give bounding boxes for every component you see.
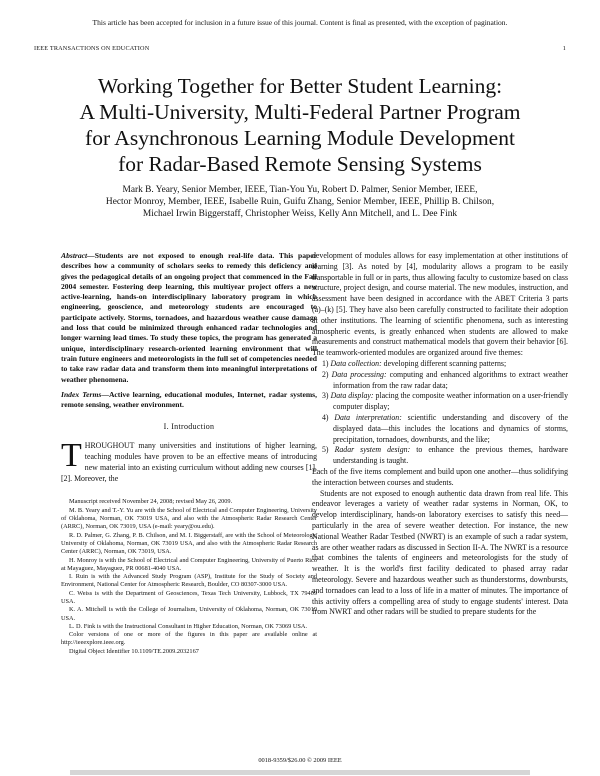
body-paragraph: development of modules allows for easy implementation at other institutions of learning [3]. As noted by [4], modularity allows a program to be easily transportable in full or in parts, thus allowing faculty to customize based on class structure, project design, and course material. The new modules, instruction, and assessment have been designed in accordance with the ABET Criteria 3 parts (a)–(k) [5]. They have also been carefully constructed to facilitate their adoption at other institutions. The learning of scientific phenomena, such as interesting atmospheric events, is greatly enhanced when students are allowed to make measurements and construct mathematical models that govern their behavior [6]. The teamwork-oriented modules are organized around five themes:: [312, 251, 568, 358]
author-line: Michael Irwin Biggerstaff, Christopher Weiss, Kelly Ann Mitchell, and L. Dee Fink: [142, 209, 458, 219]
left-column: [61, 251, 317, 656]
theme-list: [312, 359, 568, 467]
journal-name: IEEE TRANSACTIONS ON EDUCATION: [34, 45, 150, 52]
abstract-text: Students are not exposed to enough real-life data. This paper describes how a community of scholars seeks to remedy this deficiency and gives the pedagogical details of an ongoing project that commenced in the Fall 2004 semester. Fostering deep learning, this multiyear project offers a new active-learning, hands-on interdisciplinary laboratory program in which engineering, geoscience, and meteorology students are encouraged to participate actively. Storms, tornadoes, and hazardous weather cause damage and loss that could be minimized through enhanced radar technologies and longer warning lead times. To study these topics, the program has generated a unique, interdisciplinary research-oriented learning environment that will train future engineers and meteorologists in the full set of competencies needed to take raw radar data and transform them into meaningful interpretations of weather phenomena.: [61, 251, 317, 384]
footnote: R. D. Palmer, G. Zhang, P. B. Chilson, and M. I. Biggerstaff, are with the School of Meteorology, University of Oklahoma, Norman, OK 73019 USA, and also with the Atmospheric Radar Research Center (ARRC), Norman, OK 73019, USA.: [61, 531, 317, 556]
section-heading: I. Introduction: [163, 422, 215, 432]
index-terms: [61, 390, 317, 411]
footnote: I. Ruin is with the Advanced Study Program (ASP), Institute for the Study of Society and Environment, National Center for Atmospheric Research, Boulder, CO 80307-3000 USA.: [61, 573, 317, 589]
abstract-label: Abstract—: [61, 251, 95, 260]
footnote: Manuscript received November 24, 2008; revised May 26, 2009.: [69, 498, 233, 506]
index-terms-text: Active learning, educational modules, Internet, radar systems, remote sensing, weather environment.: [61, 389, 317, 410]
list-item: 1) Data collection: developing different scanning patterns;: [322, 358, 507, 368]
index-terms-label: Index Terms—: [61, 389, 109, 399]
footer-strip: [70, 770, 530, 775]
author-list: [60, 184, 540, 220]
intro-text: HROUGHOUT many universities and institutions of higher learning, teaching modules have proven to be an effective means of introducing new material into an existing curriculum without adding new courses [1], [2]. Moreover, the: [61, 441, 317, 483]
abstract: [61, 251, 317, 385]
list-item: 2) Data processing: computing and enhanced algorithms to extract weather information from the raw radar data;: [322, 369, 568, 390]
footnote: C. Weiss is with the Department of Geosciences, Texas Tech University, Lubbock, TX 79409 USA.: [61, 589, 317, 605]
footnote: K. A. Mitchell is with the College of Journalism, University of Oklahoma, Norman, OK 73019 USA.: [61, 606, 317, 622]
footnote: Color versions of one or more of the figures in this paper are available online at http://ieeexplore.ieee.org.: [61, 631, 317, 647]
intro-paragraph: [61, 437, 317, 484]
author-line: Mark B. Yeary, Senior Member, IEEE, Tian-You Yu, Robert D. Palmer, Senior Member, IEEE,: [122, 185, 478, 195]
drop-cap: T: [61, 437, 82, 475]
title-line: A Multi-University, Multi-Federal Partner Program: [79, 100, 521, 124]
paper-title: [0, 73, 600, 177]
footnote: M. B. Yeary and T.-Y. Yu are with the School of Electrical and Computer Engineering, University of Oklahoma, Norman, OK 73019 USA, and also with the Atmospheric Radar Research Center (ARRC), Norman, OK 73019, USA (e-mail: yeary@ou.edu).: [61, 506, 317, 531]
list-item: 3) Data display: placing the composite weather information on a user-friendly computer display;: [322, 391, 568, 412]
footnote: L. D. Fink is with the Instructional Consultant in Higher Education, Norman, OK 73069 USA.: [69, 622, 308, 630]
author-line: Hector Monroy, Member, IEEE, Isabelle Ruin, Guifu Zhang, Senior Member, IEEE, Phillip B. Chilson,: [105, 197, 495, 207]
footnote: H. Monroy is with the School of Electrical and Computer Engineering, University of Puerto Rico at Mayaguez, Mayaguez, PR 00681-4040 USA.: [61, 556, 317, 572]
copyright-line: 0018-9359/$26.00 © 2009 IEEE: [258, 757, 342, 764]
running-header: [34, 45, 566, 52]
body-paragraph: Each of the five items complement and build upon one another—thus solidifying the interaction between courses and students.: [312, 466, 568, 487]
list-item: 4) Data interpretation: scientific understanding and discovery of the displayed data—this includes the locations and dynamics of storms, precipitation, tornadoes, downbursts, and the like;: [322, 412, 569, 444]
title-line: for Radar-Based Remote Sensing Systems: [118, 152, 482, 176]
right-column: [312, 251, 568, 618]
title-line: Working Together for Better Student Learning:: [97, 74, 503, 98]
title-line: for Asynchronous Learning Module Development: [85, 126, 515, 150]
body-paragraph: Students are not exposed to enough authentic data drawn from real life. This endeavor leverages a variety of weather radar systems in Norman, OK, to develop interdisciplinary, hands-on laboratory exercises to satisfy this need—particularly in the area of severe weather detection. For instance, the new National Weather Radar Testbed (NWRT) is an example of such a radar system, as are other weather radars as discussed in Section II-A. The NWRT is a resource that combines the talents of engineers and meteorologists for the study of weather. It is the world's first facility dedicated to phased array radar meteorology. Severe and hazardous weather such as thunderstorms, downbursts, and tornadoes can lead to a loss of life in a matter of minutes. The importance of this activity offers a compelling area of study to engage students' interest. Data from NWRT and other radars will be studied to prepare students for the: [312, 488, 568, 617]
footnotes: [61, 498, 317, 656]
doi-footnote: Digital Object Identifier 10.1109/TE.2009.2032167: [69, 647, 199, 655]
page-number: 1: [562, 45, 566, 52]
acceptance-note: This article has been accepted for inclusion in a future issue of this journal. Content is final as presented, with the exception of pagination.: [92, 18, 508, 27]
list-item: 5) Radar system design: to enhance the previous themes, hardware understanding is taught.: [322, 445, 568, 466]
